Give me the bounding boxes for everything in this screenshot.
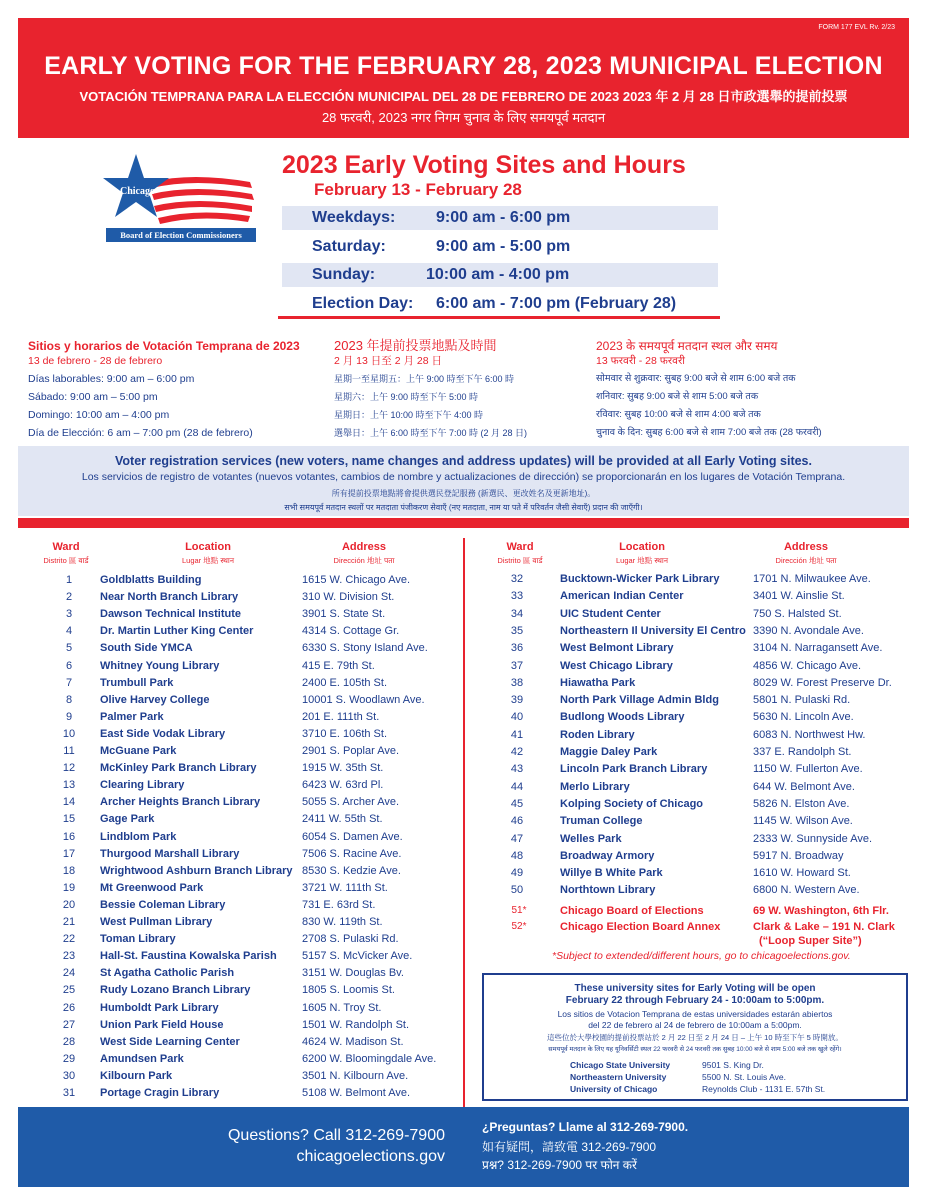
university-name: Northeastern University [570, 1072, 667, 1082]
subject-note: *Subject to extended/different hours, go to chicagoelections.gov. [552, 950, 851, 962]
site-address: 1150 W. Fullerton Ave. [753, 763, 863, 776]
address-header: Address [341, 541, 387, 553]
location-header: Location [185, 541, 231, 553]
site-location: UIC Student Center [560, 607, 661, 620]
chinese-hours [334, 337, 527, 442]
table-row [54, 796, 474, 813]
university-site [570, 1084, 870, 1096]
site-address: 337 E. Randolph St. [753, 746, 852, 758]
ward-number: 21 [62, 916, 76, 928]
table-row [54, 625, 474, 642]
site-address: 5801 N. Pulaski Rd. [753, 694, 851, 707]
ward-number: 44 [510, 780, 524, 793]
site-address: 3390 N. Avondale Ave. [753, 624, 864, 637]
site-location: Dawson Technical Institute [100, 608, 241, 621]
site-address: 5108 W. Belmont Ave. [302, 1087, 411, 1099]
site-location: Lindblom Park [100, 830, 177, 843]
table-row [54, 984, 474, 1001]
ward-number: 34 [510, 607, 524, 620]
site-location: Clearing Library [100, 779, 185, 792]
footer-banner [18, 1107, 909, 1187]
site-location: Bucktown-Wicker Park Library [560, 573, 720, 585]
table-row [54, 933, 474, 950]
site-location: North Park Village Admin Bldg [560, 694, 719, 707]
ward-number: 41 [510, 728, 524, 741]
hours-value: 9:00 am - 6:00 pm [436, 209, 571, 226]
table-row [502, 867, 922, 884]
ward-number: 43 [510, 763, 524, 776]
ward-number: 40 [510, 711, 524, 724]
ward-number: 1 [65, 574, 73, 586]
table-row [502, 608, 922, 625]
site-location: Budlong Woods Library [560, 711, 685, 724]
site-location: Chicago Election Board Annex [560, 921, 721, 933]
site-address: 2333 W. Sunnyside Ave. [753, 832, 873, 845]
registration-notice [18, 446, 909, 516]
ward-number: 51* [511, 905, 527, 916]
table-row [54, 916, 474, 933]
spanish-title: Sitios y horarios de Votación Temprana de 2023 [28, 339, 300, 353]
ward-number: 2 [65, 591, 73, 604]
address-subheader: Dirección 地址 पता [333, 556, 395, 565]
hours-row-election-day [282, 292, 718, 316]
location-subheader: Lugar 地點 स्थान [615, 556, 668, 565]
site-location: Truman College [560, 815, 643, 828]
site-location: West Pullman Library [100, 916, 213, 928]
registration-chinese: 所有提前投票地點將會提供選民登記服務 (新選民、更改姓名及更新地址)。 [331, 489, 596, 498]
divider [278, 316, 720, 319]
location-header: Location [619, 541, 665, 553]
site-location: Chicago Board of Elections [560, 905, 704, 917]
table-row [502, 590, 922, 607]
site-address: 8029 W. Forest Preserve Dr. [753, 676, 892, 689]
table-row [54, 899, 474, 916]
site-location: Roden Library [560, 728, 635, 741]
university-name: Chicago State University [570, 1060, 671, 1070]
spanish-line: Domingo: 10:00 am – 4:00 pm [28, 409, 170, 421]
site-location: Maggie Daley Park [560, 746, 658, 758]
site-address-note: (“Loop Super Site”) [759, 935, 862, 947]
table-row [54, 1002, 474, 1019]
site-location: Union Park Field House [100, 1018, 224, 1031]
site-address: 7506 S. Racine Ave. [302, 847, 402, 860]
table-row [54, 967, 474, 984]
table-row [54, 1087, 474, 1104]
hindi-line: रविवार: सुबह 10:00 बजे से शाम 4:00 बजे तक [596, 409, 761, 420]
ward-number: 30 [62, 1069, 76, 1082]
site-address: 3721 W. 111th St. [302, 881, 388, 894]
site-address: 6800 N. Western Ave. [753, 884, 860, 897]
table-row [54, 950, 474, 967]
university-address: Reynolds Club - 1131 E. 57th St. [702, 1084, 826, 1094]
university-spanish: del 22 de febrero al 24 de febrero de 10:00am a 5:00pm. [588, 1020, 802, 1030]
table-row [54, 591, 474, 608]
ward-number: 48 [510, 849, 524, 862]
table-row [54, 694, 474, 711]
site-address: 731 E. 63rd St. [302, 898, 376, 911]
site-location: McKinley Park Branch Library [100, 762, 257, 775]
site-location: Goldblatts Building [100, 574, 202, 586]
ward-number: 25 [62, 984, 76, 997]
site-address: 3501 N. Kilbourn Ave. [302, 1069, 409, 1082]
chinese-title: 2023 年提前投票地點及時間 [334, 338, 497, 353]
site-location: Bessie Coleman Library [100, 898, 226, 911]
ward-subheader: Distrito 區 वार्ड [497, 556, 543, 565]
chinese-line: 星期日：上午 10:00 時至下午 4:00 時 [334, 410, 484, 420]
ward-number: 19 [62, 881, 76, 894]
hours-label: Sunday: [312, 266, 376, 283]
spanish-line: Sábado: 9:00 am – 5:00 pm [28, 391, 158, 403]
table-row [502, 781, 922, 798]
university-address: 5500 N. St. Louis Ave. [702, 1072, 786, 1082]
university-line: February 22 through February 24 - 10:00am to 5:00pm. [565, 995, 825, 1006]
table-row [54, 1036, 474, 1053]
spanish-dates: 13 de febrero - 28 de febrero [28, 355, 163, 367]
table-row [54, 711, 474, 728]
ward-number: 31 [62, 1087, 76, 1099]
hindi-line: शनिवार: सुबह 9:00 बजे से शाम 5:00 बजे तक [596, 391, 759, 402]
chinese-dates: 2 月 13 日至 2 月 28 日 [334, 355, 442, 367]
site-location: Mt Greenwood Park [100, 881, 204, 894]
university-sites-box [482, 973, 908, 1101]
site-location: West Chicago Library [560, 659, 673, 672]
ward-number: 49 [510, 867, 524, 880]
hours-label: Weekdays: [312, 209, 396, 226]
table-row [54, 813, 474, 830]
hours-value: 9:00 am - 5:00 pm [436, 238, 571, 255]
table-row [54, 608, 474, 625]
table-row [54, 1019, 474, 1036]
site-location: Rudy Lozano Branch Library [100, 984, 251, 997]
ward-number: 28 [62, 1035, 76, 1048]
ward-subheader: Distrito 區 वार्ड [43, 556, 89, 565]
table-row [502, 729, 922, 746]
site-location: St Agatha Catholic Parish [100, 967, 235, 980]
site-address: 1145 W. Wilson Ave. [753, 815, 853, 828]
site-address: 3151 W. Douglas Bv. [302, 967, 404, 980]
site-address: 1915 W. 35th St. [302, 762, 384, 775]
site-location: McGuane Park [100, 745, 177, 757]
title-spanish-chinese: VOTACIÓN TEMPRANA PARA LA ELECCIÓN MUNICIPAL DEL 28 DE FEBRERO DE 2023 2023 年 2 月 28 日市政選舉的提前投票 [79, 89, 848, 104]
site-address: 750 S. Halsted St. [753, 607, 842, 620]
ward-number: 35 [510, 624, 524, 637]
ward-number: 10 [62, 727, 76, 740]
site-location: Northeastern Il University El Centro [560, 624, 746, 637]
site-address: 1605 N. Troy St. [302, 1001, 382, 1014]
site-location: Olive Harvey College [100, 693, 210, 706]
table-row [54, 882, 474, 899]
address-header: Address [783, 541, 829, 553]
table-row [54, 831, 474, 848]
ward-number: 6 [65, 659, 73, 672]
table-row [502, 850, 922, 867]
ward-number: 20 [62, 898, 76, 911]
ward-number: 45 [510, 797, 524, 810]
footer-spanish: ¿Preguntas? Llame al 312-269-7900. [482, 1120, 689, 1134]
table-row [54, 1053, 474, 1070]
site-address: 2400 E. 105th St. [302, 676, 388, 689]
university-name: University of Chicago [570, 1084, 658, 1094]
site-address: 4314 S. Cottage Gr. [302, 625, 400, 638]
ward-number: 32 [510, 573, 524, 585]
site-address: 6083 N. Northwest Hw. [753, 728, 866, 741]
site-address: 6330 S. Stony Island Ave. [302, 642, 428, 655]
site-location: Amundsen Park [100, 1052, 184, 1065]
site-location: Thurgood Marshall Library [100, 847, 240, 860]
ward-number: 18 [62, 864, 76, 877]
table-row [502, 884, 922, 901]
table-row [502, 763, 922, 780]
table-row [54, 660, 474, 677]
site-location: Hall-St. Faustina Kowalska Parish [100, 950, 277, 963]
table-row [502, 815, 922, 832]
registration-hindi: सभी समयपूर्व मतदान स्थलों पर मतदाता पंजीकरण सेवाएँ (नए मतदाता, नाम या पते में परिवर्तन जैसी सेवाएँ) प्रदान की जाएँगी। [284, 503, 643, 512]
site-address: 415 E. 79th St. [302, 659, 375, 672]
ward-number: 16 [62, 830, 76, 843]
site-address: 1610 W. Howard St. [753, 867, 851, 880]
site-address: 310 W. Division St. [302, 591, 395, 604]
site-location: Broadway Armory [560, 849, 655, 862]
site-address: 4856 W. Chicago Ave. [753, 659, 862, 672]
ward-number: 46 [510, 815, 524, 828]
table-row [54, 728, 474, 745]
ward-header: Ward [52, 541, 80, 553]
site-location: Kilbourn Park [100, 1069, 173, 1082]
site-location: Toman Library [100, 933, 176, 946]
footer-questions: Questions? Call 312-269-7900 [227, 1127, 445, 1144]
site-address: 3901 S. State St. [302, 608, 386, 621]
ward-number: 11 [63, 745, 75, 757]
table-row [54, 642, 474, 659]
hours-title: 2023 Early Voting Sites and Hours [282, 151, 686, 179]
site-location: Merlo Library [560, 780, 630, 793]
site-address: Clark & Lake – 191 N. Clark [753, 921, 895, 933]
ward-number: 7 [65, 676, 73, 689]
ward-number: 24 [62, 967, 76, 980]
university-spanish: Los sitios de Votacion Temprana de estas universidades estarán abiertos [557, 1009, 833, 1019]
site-address: 2901 S. Poplar Ave. [302, 745, 400, 757]
site-location: Kolping Society of Chicago [560, 797, 704, 810]
ward-number: 39 [510, 694, 524, 707]
ward-number: 36 [510, 642, 524, 655]
hours-row-weekdays [282, 206, 718, 230]
site-address: 2708 S. Pulaski Rd. [302, 933, 399, 946]
address-subheader: Dirección 地址 पता [775, 556, 837, 565]
ward-number: 50 [510, 884, 524, 897]
site-address: 2411 W. 55th St. [302, 813, 383, 826]
site-address: 3104 N. Narragansett Ave. [753, 642, 883, 655]
hours-row-sunday [282, 263, 718, 287]
logo-city-text: Chicago [120, 186, 155, 197]
site-address: 5055 S. Archer Ave. [302, 796, 400, 809]
site-location: Portage Cragin Library [100, 1087, 220, 1099]
ward-number: 29 [62, 1052, 76, 1065]
table-row [54, 1070, 474, 1087]
site-location: Archer Heights Branch Library [100, 796, 261, 809]
site-location: Gage Park [100, 813, 155, 826]
footer-chinese: 如有疑問，請致電 312-269-7900 [482, 1140, 657, 1154]
hours-row-saturday [282, 235, 718, 259]
ward-number: 42 [510, 746, 524, 758]
site-address: 830 W. 119th St. [302, 916, 383, 928]
hours-value: 10:00 am - 4:00 pm [426, 266, 570, 283]
ward-header: Ward [506, 541, 534, 553]
table-row [502, 625, 922, 642]
ward-number: 9 [65, 710, 73, 723]
ward-number: 52* [511, 921, 527, 932]
ward-number: 13 [62, 779, 76, 792]
site-address: 1805 S. Loomis St. [302, 984, 395, 997]
table-row [502, 746, 922, 763]
university-chinese: 這些位於大學校園的提前投票站於 2 月 22 日至 2 月 24 日 – 上午 10 時至下午 5 時開放。 [547, 1033, 843, 1042]
registration-spanish: Los servicios de registro de votantes (nuevos votantes, cambios de nombre y actualizaciones de dirección) se proporcionarán en los lugares de Votación Temprana. [81, 471, 846, 483]
site-location: South Side YMCA [100, 642, 193, 655]
ward-number: 47 [510, 832, 524, 845]
site-address: 3401 W. Ainslie St. [753, 590, 845, 603]
site-location: Humboldt Park Library [100, 1001, 219, 1014]
ward-number: 37 [510, 659, 524, 672]
site-address: 1615 W. Chicago Ave. [302, 574, 411, 586]
site-address: 1501 W. Randolph St. [302, 1018, 410, 1031]
ward-number: 23 [62, 950, 76, 963]
site-address: 8530 S. Kedzie Ave. [302, 864, 401, 877]
ward-number: 27 [62, 1018, 76, 1031]
site-location: Wrightwood Ashburn Branch Library [100, 864, 293, 877]
logo-board-text: Board of Election Commissioners [120, 230, 242, 240]
table-row [54, 779, 474, 796]
site-location: Northtown Library [560, 884, 656, 897]
ward-number: 26 [62, 1001, 76, 1014]
site-address: 5157 S. McVicker Ave. [302, 950, 413, 963]
site-location: Hiawatha Park [560, 676, 636, 689]
ward-number: 12 [62, 762, 76, 775]
ward-number: 14 [62, 796, 76, 809]
table-row [54, 865, 474, 882]
chinese-line: 星期一至星期五：上午 9:00 時至下午 6:00 時 [334, 374, 515, 384]
table-row [54, 745, 474, 762]
site-location: Palmer Park [100, 710, 164, 723]
table-row [502, 677, 922, 694]
spanish-hours [28, 337, 300, 442]
table-row [502, 660, 922, 677]
chinese-line: 星期六：上午 9:00 時至下午 5:00 時 [334, 392, 479, 402]
spanish-line: Día de Elección: 6 am – 7:00 pm (28 de febrero) [28, 427, 253, 439]
table-row [500, 905, 900, 922]
hours-label: Saturday: [312, 238, 386, 255]
site-address: 6200 W. Bloomingdale Ave. [302, 1052, 437, 1065]
chinese-line: 選舉日：上午 6:00 時至下午 7:00 時 (2 月 28 日) [334, 428, 528, 438]
footer-hindi: प्रश्न? 312-269-7900 पर फोन करें [482, 1158, 637, 1172]
site-address: 1701 N. Milwaukee Ave. [753, 573, 871, 585]
site-location: West Belmont Library [560, 642, 674, 655]
site-location: Dr. Martin Luther King Center [100, 625, 254, 638]
site-location: Trumbull Park [100, 676, 174, 689]
hours-date-range: February 13 - February 28 [314, 180, 522, 199]
site-address: 644 W. Belmont Ave. [753, 780, 855, 793]
university-line: These university sites for Early Voting will be open [574, 983, 816, 994]
ward-number: 22 [62, 933, 76, 946]
hindi-line: सोमवार से शुक्रवार: सुबह 9:00 बजे से शाम 6:00 बजे तक [596, 373, 796, 384]
title-english: EARLY VOTING FOR THE FEBRUARY 28, 2023 MUNICIPAL ELECTION [44, 52, 883, 80]
table-row [502, 798, 922, 815]
ward-number: 5 [65, 642, 73, 655]
site-location: West Side Learning Center [100, 1035, 240, 1048]
site-address: 6054 S. Damen Ave. [302, 830, 403, 843]
table-row [502, 694, 922, 711]
registration-english: Voter registration services (new voters, name changes and address updates) will be provided at all Early Voting sites. [115, 454, 812, 468]
table-row [54, 762, 474, 779]
site-location: Welles Park [560, 832, 622, 845]
ward-number: 4 [65, 625, 73, 638]
hours-value: 6:00 am - 7:00 pm (February 28) [436, 295, 677, 312]
site-location: Whitney Young Library [100, 659, 220, 672]
site-location: East Side Vodak Library [100, 727, 226, 740]
ward-number: 33 [510, 590, 524, 603]
title-hindi: 28 फरवरी, 2023 नगर निगम चुनाव के लिए समयपूर्व मतदान [321, 110, 606, 125]
table-row [502, 573, 922, 590]
ward-number: 8 [65, 693, 73, 706]
location-subheader: Lugar 地點 स्थान [181, 556, 234, 565]
university-hindi: समयपूर्व मतदान के लिए यह यूनिवर्सिटी स्थल 22 फरवरी से 24 फरवरी तक सुबह 10:00 बजे से शाम 5:00 बजे तक खुले रहेंगे। [548, 1046, 842, 1053]
hindi-line: चुनाव के दिन: सुबह 6:00 बजे से शाम 7:00 बजे तक (28 फरवरी) [596, 427, 822, 438]
ward-number: 38 [510, 676, 524, 689]
table-row [502, 642, 922, 659]
table-row [54, 677, 474, 694]
table-row [502, 833, 922, 850]
site-location: Lincoln Park Branch Library [560, 763, 708, 776]
footer-website-link[interactable]: chicagoelections.gov [296, 1148, 445, 1165]
hours-label: Election Day: [312, 295, 414, 312]
site-address: 5826 N. Elston Ave. [753, 797, 850, 810]
ward-number: 17 [62, 847, 76, 860]
table-row [500, 921, 900, 947]
hindi-dates: 13 फरवरी - 28 फरवरी [596, 355, 686, 367]
site-address: 3710 E. 106th St. [302, 727, 388, 740]
ward-number: 3 [65, 608, 73, 621]
site-address: 10001 S. Woodlawn Ave. [302, 693, 425, 706]
site-address: 201 E. 111th St. [302, 710, 380, 723]
hindi-title: 2023 के समयपूर्व मतदान स्थल और समय [596, 339, 778, 353]
site-address: 69 W. Washington, 6th Flr. [753, 905, 889, 917]
spanish-line: Días laborables: 9:00 am – 6:00 pm [28, 373, 195, 385]
site-address: 6423 W. 63rd Pl. [302, 779, 384, 792]
board-logo [102, 152, 260, 244]
hindi-hours [596, 337, 822, 442]
site-address: 5917 N. Broadway [753, 849, 844, 862]
ward-number: 15 [62, 813, 76, 826]
university-site [570, 1060, 870, 1072]
site-location: Willye B White Park [560, 867, 663, 880]
table-row [502, 711, 922, 728]
university-address: 9501 S. King Dr. [702, 1060, 764, 1070]
site-address: 5630 N. Lincoln Ave. [753, 711, 854, 724]
divider [18, 518, 909, 528]
site-location: Near North Branch Library [100, 591, 239, 604]
table-row [54, 848, 474, 865]
site-address: 4624 W. Madison St. [302, 1035, 404, 1048]
form-number: FORM 177 EVL Rv. 2/23 [818, 24, 895, 31]
header-banner [18, 18, 909, 138]
site-location: American Indian Center [560, 590, 684, 603]
university-site [570, 1072, 870, 1084]
table-row [54, 574, 474, 591]
